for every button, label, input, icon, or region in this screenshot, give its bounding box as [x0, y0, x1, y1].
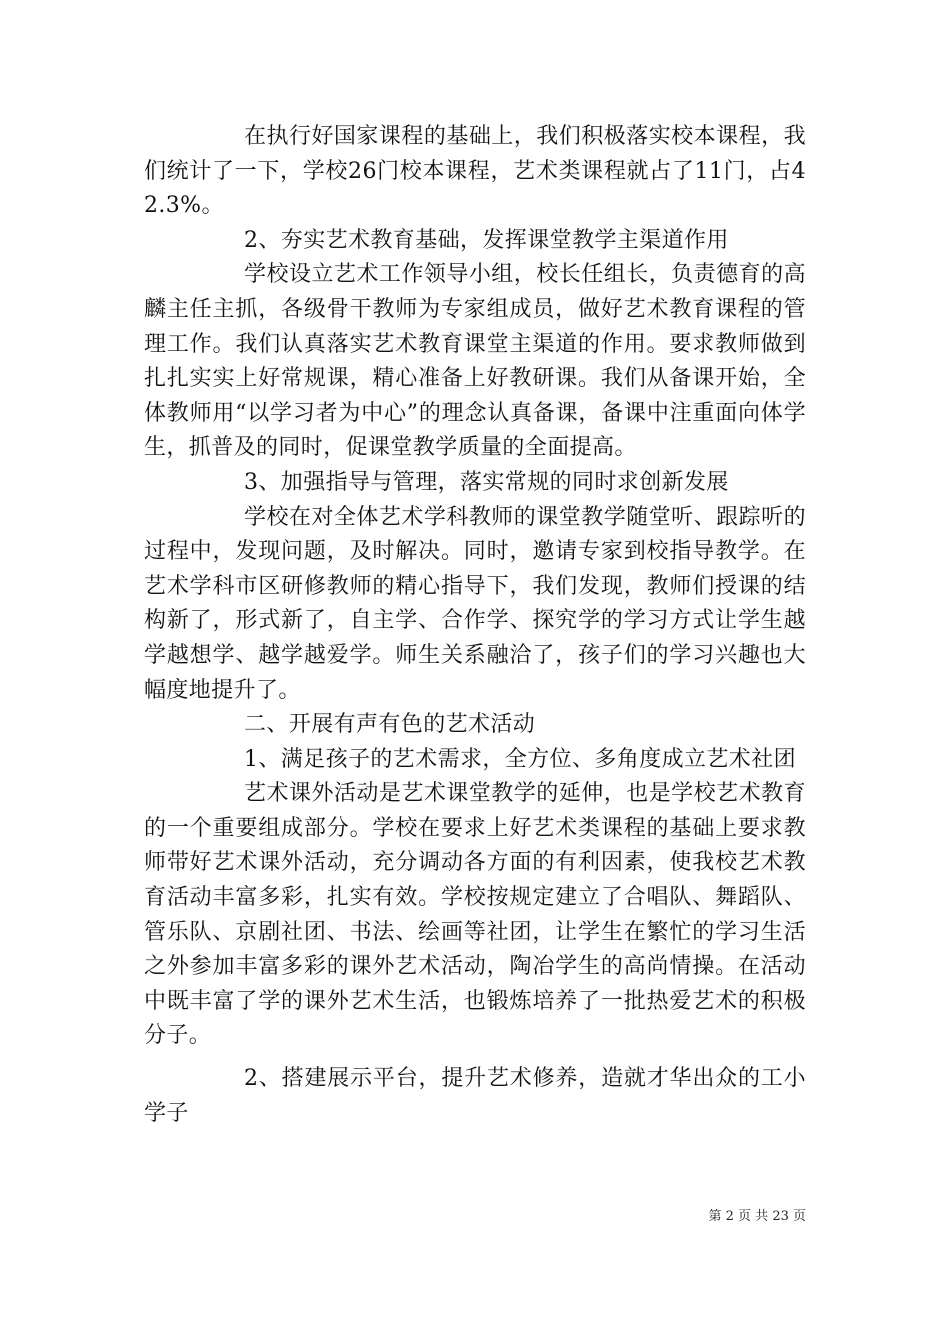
heading-art-activities: 二、开展有声有色的艺术活动	[244, 712, 536, 738]
document-body	[144, 120, 806, 1131]
paragraph-teaching-observation: 学校在对全体艺术学科教师的课堂教学随堂听、跟踪听的过程中，发现问题，及时解决。同时，邀请专家到校指导教学。在艺术学科市区研修教师的精心指导下，我们发现，教师们授课的结构新了，形式新了，自主学、合作学、探究学的学习方式让学生越学越想学、越学越爱学。师生关系融洽了，孩子们的学习兴趣也大幅度地提升了。	[144, 504, 806, 703]
heading-classroom-teaching: 2、夯实艺术教育基础，发挥课堂教学主渠道作用	[244, 227, 729, 253]
paragraph-showcase-platform: 2、搭建展示平台，提升艺术修养，造就才华出众的工小学子	[144, 1066, 806, 1126]
heading-art-clubs: 1、满足孩子的艺术需求，全方位、多角度成立艺术社团	[244, 746, 796, 772]
page-number-footer: 第 2 页 共 23 页	[708, 1209, 806, 1224]
heading-guidance-management: 3、加强指导与管理，落实常规的同时求创新发展	[244, 469, 729, 495]
paragraph-school-curriculum: 在执行好国家课程的基础上，我们积极落实校本课程，我们统计了一下，学校26门校本课程，艺术类课程就占了11门，占42.3%。	[144, 124, 806, 219]
paragraph-art-leadership: 学校设立艺术工作领导小组，校长任组长，负责德育的高麟主任主抓，各级骨干教师为专家组成员，做好艺术教育课程的管理工作。我们认真落实艺术教育课堂主渠道的作用。要求教师做到扎扎实实上好常规课，精心准备上好教研课。我们从备课开始，全体教师用“以学习者为中心”的理念认真备课，备课中注重面向体学生，抓普及的同时，促课堂教学质量的全面提高。	[144, 262, 806, 461]
paragraph-extracurricular-art: 艺术课外活动是艺术课堂教学的延伸，也是学校艺术教育的一个重要组成部分。学校在要求上好艺术类课程的基础上要求教师带好艺术课外活动，充分调动各方面的有利因素，使我校艺术教育活动丰富多彩，扎实有效。学校按规定建立了合唱队、舞蹈队、管乐队、京剧社团、书法、绘画等社团，让学生在繁忙的学习生活之外参加丰富多彩的课外艺术活动，陶冶学生的高尚情操。在活动中既丰富了学的课外艺术生活，也锻炼培养了一批热爱艺术的积极分子。	[144, 781, 806, 1049]
